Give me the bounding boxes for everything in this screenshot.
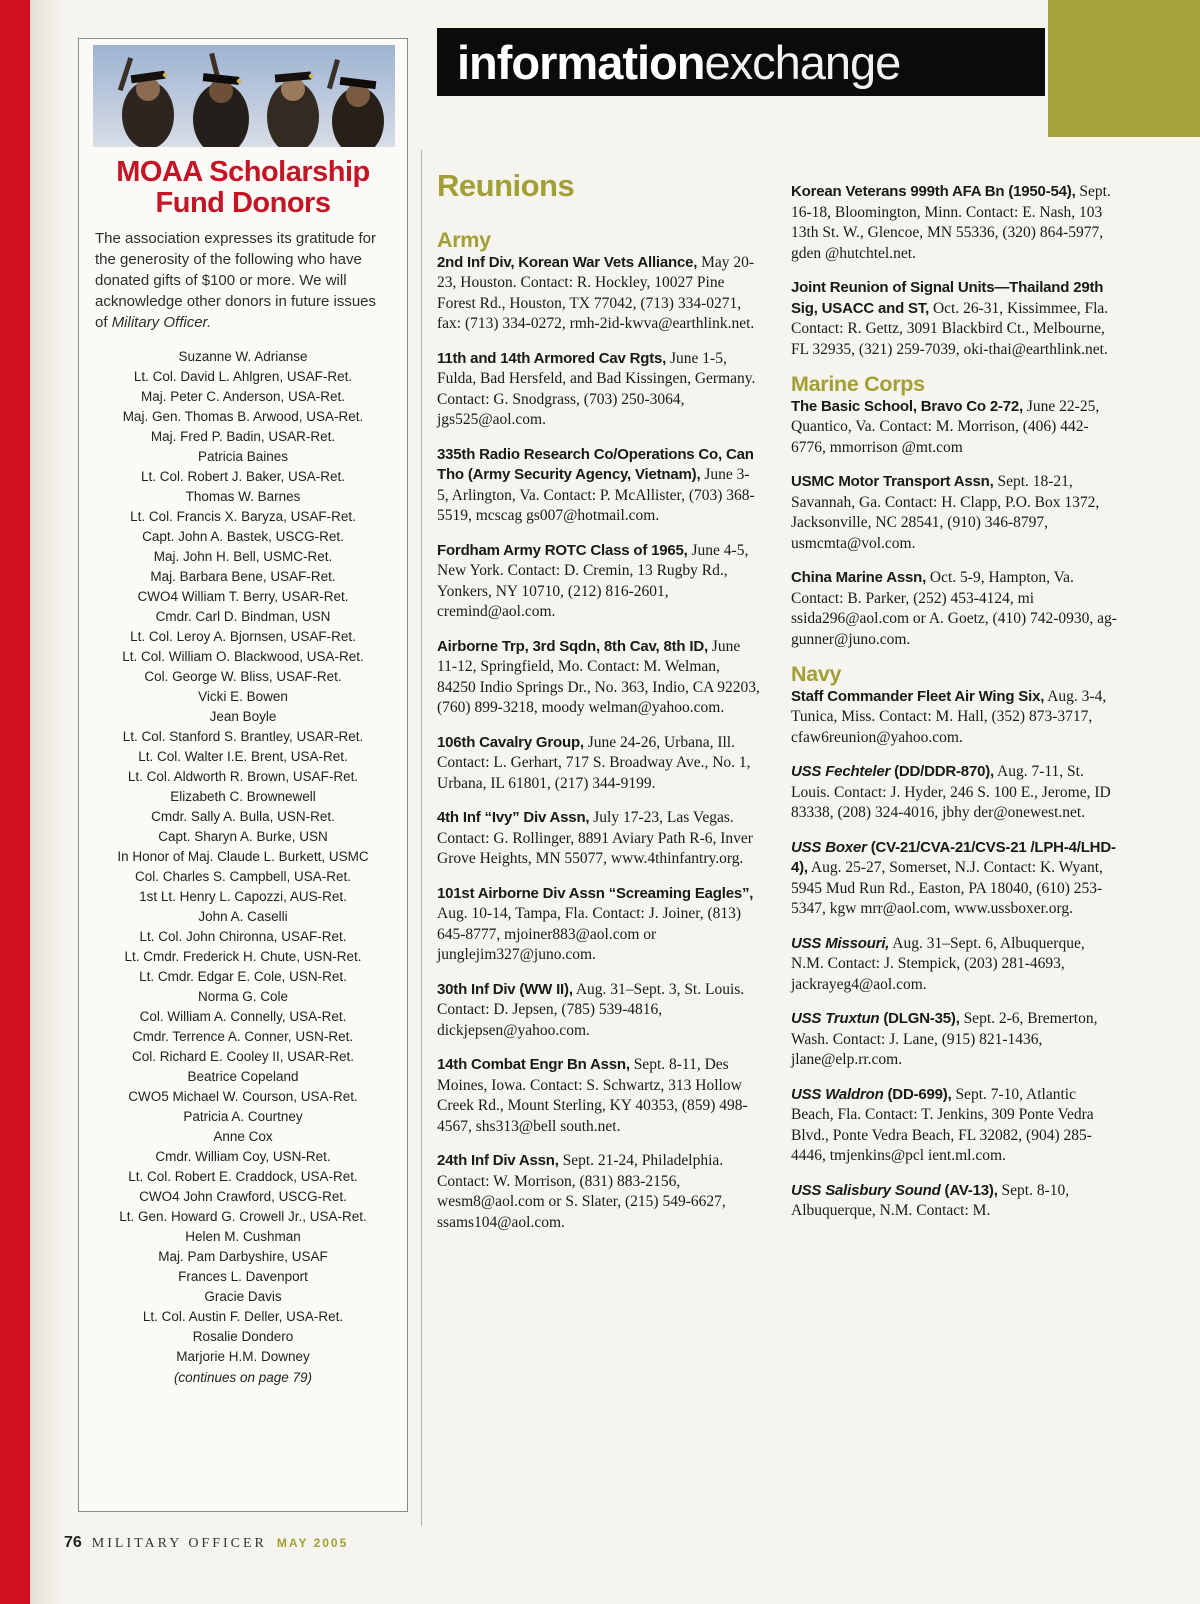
donor-name: Maj. Fred P. Badin, USAR-Ret. bbox=[150, 428, 336, 444]
reunion-entry-title: USS Waldron (DD-699), bbox=[791, 1085, 952, 1103]
page-footer bbox=[64, 1534, 348, 1552]
reunion-entry-title: USMC Motor Transport Assn, bbox=[791, 473, 994, 490]
reunion-entry: 11th and 14th Armored Cav Rgts, June 1-5, Fulda, Bad Hersfeld, and Bad Kissingen, Germany. Contact: G. Snodgrass, (703) 250-3064, jgs525@aol.com. bbox=[437, 349, 756, 428]
donor-name: Lt. Gen. Howard G. Crowell Jr., USA-Ret. bbox=[119, 1208, 367, 1224]
donor-name: John A. Caselli bbox=[198, 908, 288, 924]
reunion-entry-title: USS Truxtun (DLGN-35), bbox=[791, 1010, 960, 1027]
donor-name: Lt. Col. John Chironna, USAF-Ret. bbox=[139, 928, 347, 944]
donor-name: Lt. Cmdr. Frederick H. Chute, USN-Ret. bbox=[124, 948, 362, 964]
donor-name: Cmdr. Sally A. Bulla, USN-Ret. bbox=[151, 808, 335, 824]
donor-name: Lt. Col. Aldworth R. Brown, USAF-Ret. bbox=[127, 768, 359, 784]
sidebar-intro-text: The association expresses its gratitude for the generosity of the following who have donated gifts of $100 or more. We will acknowledge other donors in future issues of bbox=[95, 229, 377, 331]
branch-heading: Army bbox=[437, 228, 491, 252]
donor-name: CWO4 John Crawford, USCG-Ret. bbox=[139, 1188, 347, 1204]
donor-name: Beatrice Copeland bbox=[187, 1068, 299, 1084]
reunion-entry: Joint Reunion of Signal Units—Thailand 29th Sig, USACC and ST, Oct. 26-31, Kissimmee, Fla. Contact: R. Gettz, 3091 Blackbird Ct., Melbourne, FL 32935, (321) 259-7039, oki-thai@earthlink.net. bbox=[791, 279, 1109, 358]
reunion-entry-title: 2nd Inf Div, Korean War Vets Alliance, bbox=[437, 253, 698, 271]
reunion-entry: 106th Cavalry Group, June 24-26, Urbana, Ill. Contact: L. Gerhart, 717 S. Broadway Ave., No. 1, Urbana, IL 61801, (217) 344-9199. bbox=[437, 733, 751, 792]
donor-name: Vicki E. Bowen bbox=[198, 688, 288, 704]
reunion-entry-title: USS Boxer (CV-21/CVA-21/CVS-21 /LPH-4/LHD-4), bbox=[791, 838, 1116, 876]
donor-name: Marjorie H.M. Downey bbox=[176, 1348, 310, 1364]
column-divider bbox=[421, 150, 422, 1526]
donor-name: CWO5 Michael W. Courson, USA-Ret. bbox=[128, 1088, 358, 1104]
reunion-entry-title: USS Missouri, bbox=[791, 934, 890, 952]
reunion-entry: 101st Airborne Div Assn “Screaming Eagles”, Aug. 10-14, Tampa, Fla. Contact: J. Joiner, (813) 645-8777, mjoiner883@aol.com or junglejim327@juno.com. bbox=[437, 884, 754, 963]
donor-name: Thomas W. Barnes bbox=[185, 488, 301, 504]
branch-heading: Marine Corps bbox=[791, 372, 925, 396]
magazine-name: MILITARY OFFICER bbox=[91, 1536, 267, 1551]
donor-list bbox=[93, 347, 393, 1367]
reunion-entry: The Basic School, Bravo Co 2-72, June 22-25, Quantico, Va. Contact: M. Morrison, (406) 442-6776, mmorrison @mt.com bbox=[791, 397, 1100, 456]
reunion-entry: Korean Veterans 999th AFA Bn (1950-54), Sept. 16-18, Bloomington, Minn. Contact: E. Nash, 103 13th St. W., Glencoe, MN 55336, (320) 864-5977, gden @hutchtel.net. bbox=[791, 183, 1111, 262]
reunion-entry-title: Airborne Trp, 3rd Sqdn, 8th Cav, 8th ID, bbox=[437, 637, 708, 655]
donor-name: Frances L. Davenport bbox=[178, 1268, 308, 1284]
reunion-entry-title: The Basic School, Bravo Co 2-72, bbox=[791, 397, 1024, 415]
information-exchange-banner bbox=[437, 28, 1045, 96]
reunion-entry-title: USS Salisbury Sound (AV-13), bbox=[791, 1181, 998, 1199]
donor-name: Lt. Col. Robert E. Craddock, USA-Ret. bbox=[128, 1168, 358, 1184]
corner-color-block bbox=[1048, 0, 1200, 137]
donor-name: Lt. Cmdr. Edgar E. Cole, USN-Ret. bbox=[139, 968, 347, 984]
reunion-entry-title: Fordham Army ROTC Class of 1965, bbox=[437, 541, 688, 559]
reunion-entry: USS Boxer (CV-21/CVA-21/CVS-21 /LPH-4/LHD-4), Aug. 25-27, Somerset, N.J. Contact: K. Wyant, 5945 Mud Run Rd., Easton, PA 18040, (610) 253-5347, kgw mrr@aol.com, www.ussboxer.org. bbox=[791, 838, 1116, 917]
reunion-entry-title: Staff Commander Fleet Air Wing Six, bbox=[791, 687, 1045, 705]
reunion-entry-title: 335th Radio Research Co/Operations Co, Can Tho (Army Security Agency, Vietnam), bbox=[437, 445, 754, 483]
reunion-entry: USS Waldron (DD-699), Sept. 7-10, Atlantic Beach, Fla. Contact: T. Jenkins, 309 Ponte Vedra Blvd., Ponte Vedra Beach, FL 32082, (904) 285-4446, tmjenkins@pcl ient.ml.com. bbox=[791, 1085, 1094, 1164]
donor-name: Lt. Col. Walter I.E. Brent, USA-Ret. bbox=[138, 748, 348, 764]
donor-name: Jean Boyle bbox=[209, 708, 277, 724]
reunion-entry: 2nd Inf Div, Korean War Vets Alliance, May 20-23, Houston. Contact: R. Hockley, 10027 Pine Forest Rd., Houston, TX 77042, (713) 334-0271, fax: (713) 334-0272, rmh-2id-kwva@earthlink.net. bbox=[437, 253, 755, 332]
reunion-entry-title: Korean Veterans 999th AFA Bn (1950-54), bbox=[791, 183, 1076, 200]
donor-name: Maj. Gen. Thomas B. Arwood, USA-Ret. bbox=[122, 408, 364, 424]
scholarship-donors-box bbox=[78, 38, 408, 1512]
donor-name: Lt. Col. Stanford S. Brantley, USAR-Ret. bbox=[122, 728, 364, 744]
donor-name: Col. William A. Connelly, USA-Ret. bbox=[139, 1008, 347, 1024]
donor-name: Lt. Col. David L. Ahlgren, USAF-Ret. bbox=[133, 368, 353, 384]
donor-name: Maj. Pam Darbyshire, USAF bbox=[158, 1248, 328, 1264]
donor-name: Capt. Sharyn A. Burke, USN bbox=[158, 828, 328, 844]
sidebar-title: MOAA Scholarship Fund Donors bbox=[116, 156, 370, 220]
reunion-entry: Fordham Army ROTC Class of 1965, June 4-5, New York. Contact: D. Cremin, 13 Rugby Rd., Yonkers, NY 10710, (212) 816-2601, cremind@aol.com. bbox=[437, 541, 749, 620]
reunion-entry-title: 11th and 14th Armored Cav Rgts, bbox=[437, 349, 667, 367]
donor-name: Elizabeth C. Brownewell bbox=[170, 788, 316, 804]
page-number: 76 bbox=[64, 1534, 82, 1551]
donor-name: Cmdr. Carl D. Bindman, USN bbox=[155, 608, 331, 624]
donor-name: Maj. Peter C. Anderson, USA-Ret. bbox=[140, 388, 346, 404]
reunion-entry: 24th Inf Div Assn, Sept. 21-24, Philadelphia. Contact: W. Morrison, (831) 883-2156, wesm8@aol.com or S. Slater, (215) 549-6627, ssams104@aol.com. bbox=[437, 1152, 726, 1231]
sidebar-intro bbox=[95, 228, 391, 333]
reunion-entry-title: 30th Inf Div (WW II), bbox=[437, 980, 573, 998]
donor-name: Col. Richard E. Cooley II, USAR-Ret. bbox=[131, 1048, 355, 1064]
donor-name: Col. George W. Bliss, USAF-Ret. bbox=[144, 668, 342, 684]
banner-title-bold: information bbox=[457, 35, 705, 89]
reunion-entry: Airborne Trp, 3rd Sqdn, 8th Cav, 8th ID, June 11-12, Springfield, Mo. Contact: M. Welman, 84250 Indio Springs Dr., No. 363, Indio, CA 92203, (760) 899-3218, moody welman@yahoo.com. bbox=[437, 637, 760, 716]
reunion-entry: USS Truxtun (DLGN-35), Sept. 2-6, Bremerton, Wash. Contact: J. Lane, (915) 821-1436, jlane@elp.rr.com. bbox=[791, 1010, 1098, 1068]
donor-name: Cmdr. Terrence A. Conner, USN-Ret. bbox=[132, 1028, 354, 1044]
reunion-entry: China Marine Assn, Oct. 5-9, Hampton, Va. Contact: B. Parker, (252) 453-4124, mi ssida296@aol.com or A. Goetz, (410) 742-0930, ag-gunner@juno.com. bbox=[791, 569, 1117, 648]
reunion-col-0 bbox=[437, 228, 761, 1247]
sidebar-intro-italic: Military Officer. bbox=[111, 313, 212, 331]
reunion-entry: 14th Combat Engr Bn Assn, Sept. 8-11, Des Moines, Iowa. Contact: S. Schwartz, 313 Hollow Creek Rd., Mount Sterling, KY 40353, (859) 498-4567, shs313@bell south.net. bbox=[437, 1056, 748, 1135]
branch-heading: Navy bbox=[791, 662, 842, 686]
donor-name: Col. Charles S. Campbell, USA-Ret. bbox=[134, 868, 352, 884]
donor-name: Patricia Baines bbox=[197, 448, 289, 464]
reunion-entry: 335th Radio Research Co/Operations Co, Can Tho (Army Security Agency, Vietnam), June 3-5, Arlington, Va. Contact: P. McAllister, (703) 368-5519, mcscag gs007@hotmail.com. bbox=[437, 445, 755, 524]
reunion-entry: 4th Inf “Ivy” Div Assn, July 17-23, Las Vegas. Contact: G. Rollinger, 8891 Aviary Path R-6, Inver Grove Heights, MN 55077, www.4thinfantry.org. bbox=[437, 809, 753, 867]
section-title-reunions: Reunions bbox=[437, 168, 575, 203]
donor-name: Lt. Col. Francis X. Baryza, USAF-Ret. bbox=[130, 508, 356, 524]
donor-name: In Honor of Maj. Claude L. Burkett, USMC bbox=[117, 848, 369, 864]
donor-list-continues: (continues on page 79) bbox=[173, 1369, 313, 1385]
reunion-entry: USS Missouri, Aug. 31–Sept. 6, Albuquerque, N.M. Contact: J. Stempick, (203) 281-4693, jackrayeg4@aol.com. bbox=[791, 934, 1085, 993]
reunion-entry: USMC Motor Transport Assn, Sept. 18-21, Savannah, Ga. Contact: H. Clapp, P.O. Box 1372, Jacksonville, NC 28541, (910) 346-8797, usmcmta@vol.com. bbox=[791, 473, 1100, 552]
donor-name: Norma G. Cole bbox=[197, 988, 289, 1004]
donor-name: CWO4 William T. Berry, USAR-Ret. bbox=[137, 588, 349, 604]
page-gutter-shadow bbox=[30, 0, 64, 1604]
graduates-photo bbox=[93, 45, 395, 147]
reunion-entry-title: 106th Cavalry Group, bbox=[437, 733, 584, 751]
reunion-entry: USS Salisbury Sound (AV-13), Sept. 8-10, Albuquerque, N.M. Contact: M. bbox=[791, 1181, 1070, 1219]
reunion-entry-title: 101st Airborne Div Assn “Screaming Eagles”, bbox=[437, 884, 754, 902]
banner-title-light: exchange bbox=[704, 35, 901, 89]
donor-name: Capt. John A. Bastek, USCG-Ret. bbox=[142, 528, 344, 544]
reunion-entry: USS Fechteler (DD/DDR-870), Aug. 7-11, St. Louis. Contact: J. Hyder, 246 S. 100 E., Jerome, ID 83338, (208) 324-4016, jbhy der@onewest.net. bbox=[791, 763, 1111, 821]
left-accent-strip bbox=[0, 0, 30, 1604]
reunion-col-1 bbox=[791, 182, 1121, 1236]
donor-name: Maj. Barbara Bene, USAF-Ret. bbox=[150, 568, 336, 584]
donor-name: Maj. John H. Bell, USMC-Ret. bbox=[153, 548, 333, 564]
reunion-entry: Staff Commander Fleet Air Wing Six, Aug. 3-4, Tunica, Miss. Contact: M. Hall, (352) 873-3717, cfaw6reunion@yahoo.com. bbox=[791, 687, 1107, 746]
donor-name: 1st Lt. Henry L. Capozzi, AUS-Ret. bbox=[139, 888, 347, 904]
donor-name: Helen M. Cushman bbox=[185, 1228, 301, 1244]
reunion-entry-title: Joint Reunion of Signal Units—Thailand 29th Sig, USACC and ST, bbox=[791, 279, 1104, 317]
reunion-entry-title: USS Fechteler (DD/DDR-870), bbox=[791, 763, 994, 780]
reunion-entry-title: 4th Inf “Ivy” Div Assn, bbox=[437, 809, 590, 826]
reunion-entry: 30th Inf Div (WW II), Aug. 31–Sept. 3, St. Louis. Contact: D. Jepsen, (785) 539-4816, dickjepsen@yahoo.com. bbox=[437, 980, 745, 1039]
donor-name: Lt. Col. Robert J. Baker, USA-Ret. bbox=[140, 468, 346, 484]
donor-name: Gracie Davis bbox=[204, 1288, 282, 1304]
donor-name: Suzanne W. Adrianse bbox=[178, 348, 308, 364]
issue-date: MAY 2005 bbox=[276, 1536, 349, 1550]
reunion-entry-title: China Marine Assn, bbox=[791, 569, 927, 586]
donor-name: Rosalie Dondero bbox=[192, 1328, 294, 1344]
donor-name: Lt. Col. Austin F. Deller, USA-Ret. bbox=[142, 1308, 344, 1324]
donor-name: Anne Cox bbox=[213, 1128, 273, 1144]
donor-name: Lt. Col. Leroy A. Bjornsen, USAF-Ret. bbox=[130, 628, 356, 644]
donor-name: Cmdr. William Coy, USN-Ret. bbox=[155, 1148, 331, 1164]
donor-name: Patricia A. Courtney bbox=[183, 1108, 303, 1124]
reunion-entry-title: 24th Inf Div Assn, bbox=[437, 1152, 559, 1169]
reunion-entry-title: 14th Combat Engr Bn Assn, bbox=[437, 1056, 630, 1073]
donor-name: Lt. Col. William O. Blackwood, USA-Ret. bbox=[122, 648, 364, 664]
